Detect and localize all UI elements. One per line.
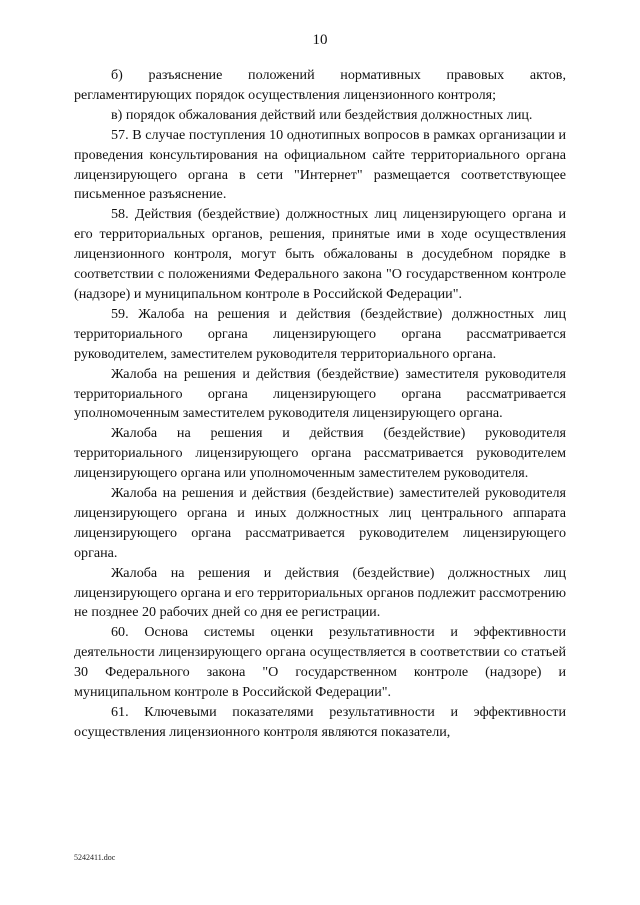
paragraph-59-central-apparatus: Жалоба на решения и действия (бездействие) заместителей руководителя лицензирующего органа и иных должностных лиц центрального аппарата лицензирующего органа рассматривается руководителем лицензирующего органа. — [74, 485, 566, 561]
file-name-footer: 5242411.doc — [74, 853, 116, 862]
paragraph-59: 59. Жалоба на решения и действия (бездействие) должностных лиц территориального органа лицензирующего органа рассматривается руководителем, заместителем руководителя территориального органа. — [74, 305, 566, 362]
paragraph-v-appeal-procedure: в) порядок обжалования действий или бездействия должностных лиц. — [111, 106, 533, 123]
paragraph-59-head-territorial: Жалоба на решения и действия (бездействие) руководителя территориального лицензирующего органа рассматривается руководителем лицензирующего органа или уполномоченным заместителем руководителя. — [74, 425, 566, 482]
document-body — [74, 66, 566, 743]
paragraph-57: 57. В случае поступления 10 однотипных вопросов в рамках организации и проведения консультирования на официальном сайте территориального органа лицензирующего органа в сети "Интернет" размещается соответствующее письменное разъяснение. — [74, 126, 566, 203]
paragraph-b-explanation: б) разъяснение положений нормативных правовых актов, регламентирующих порядок осуществления лицензионного контроля; — [74, 67, 566, 103]
paragraph-61: 61. Ключевыми показателями результативности и эффективности осуществления лицензионного контроля являются показатели, — [74, 704, 566, 740]
page-number: 10 — [312, 32, 328, 48]
paragraph-58: 58. Действия (бездействие) должностных лиц лицензирующего органа и его территориальных органов, решения, принятые ими в ходе осуществления лицензионного контроля, могут быть обжалованы в досудебном порядке в соответствии с положениями Федерального закона "О государственном контроле (надзоре) и муниципальном контроле в Российской Федерации". — [74, 206, 566, 302]
paragraph-59-review-deadline: Жалоба на решения и действия (бездействие) должностных лиц лицензирующего органа и его территориальных органов подлежит рассмотрению не позднее 20 рабочих дней со дня ее регистрации. — [74, 564, 566, 621]
paragraph-59-deputy-territorial: Жалоба на решения и действия (бездействие) заместителя руководителя территориального органа лицензирующего органа рассматривается уполномоченным заместителем руководителя лицензирующего органа. — [74, 365, 566, 422]
paragraph-60: 60. Основа системы оценки результативности и эффективности деятельности лицензирующего органа осуществляется в соответствии со статьей 30 Федерального закона "О государственном контроле (надзоре) и муниципальном контроле в Российской Федерации". — [74, 624, 566, 701]
